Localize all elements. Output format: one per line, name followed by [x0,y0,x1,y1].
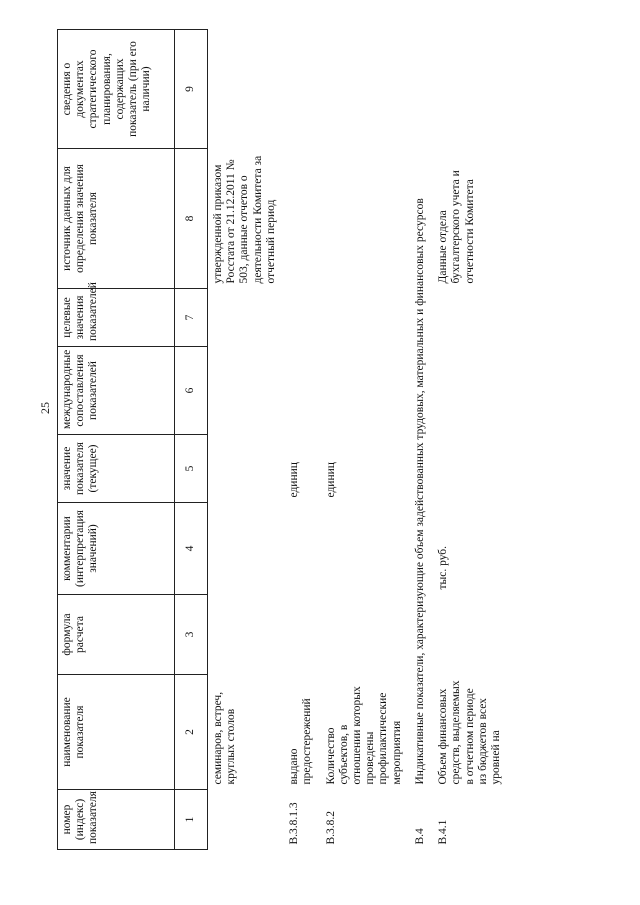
header-row [58,30,175,850]
row-intl [321,347,410,435]
row-formula [321,595,410,675]
column-number: 3 [175,595,208,675]
column-number: 5 [175,435,208,503]
row-target [321,289,410,347]
row-name: Объем финансовых средств, выделяемых в отчетном периоде из бюджетов всех уровней на [437,680,502,785]
row-index: В.3.8.1.3 [288,802,301,845]
column-number-row [175,30,208,850]
row-source: Данные отдела бухгалтерского учета и отчетности Комитета [437,170,476,284]
column-header: международные сопоставления показателей [58,347,175,435]
row-comment [208,503,285,595]
section-row [410,30,433,850]
row-target [433,289,509,347]
row-target [284,289,320,347]
row-name: семинаров, встреч, круглых столов [212,691,238,785]
row-formula [284,595,320,675]
column-number: 1 [175,790,208,850]
row-value [433,435,509,503]
row-intl [208,347,285,435]
row-intl [284,347,320,435]
row-value [208,435,285,503]
table-row [433,30,509,850]
column-header: значение показателя (текущее) [58,435,175,503]
column-number: 8 [175,149,208,289]
row-index: В.3.8.2 [324,810,337,845]
column-header: целевые значения показателей [58,289,175,347]
section-title: Индикативные показатели, характеризующие объем задействованных трудовых, материальных и финансовых ресурсов [413,198,426,785]
column-number: 9 [175,30,208,149]
row-name: выдано предостережений [288,698,314,785]
row-index [208,790,285,850]
column-number: 2 [175,675,208,790]
column-number: 7 [175,289,208,347]
column-header: сведения о документах стратегического планирования, содержащих показатель (при его наличии) [58,30,175,149]
row-formula [433,595,509,675]
row-formula [208,595,285,675]
row-intl [433,347,509,435]
row-value: единиц [288,462,301,498]
indicator-table-container [57,30,637,850]
row-source: утвержденной приказом Росстата от 21.12.2011 № 503, данные отчетов о деятельности Комитета за отчетный период [212,155,277,284]
table-row [284,30,320,850]
row-index: В.4.1 [437,819,450,845]
column-number: 6 [175,347,208,435]
row-comment [284,503,320,595]
column-header: наименование показателя [58,675,175,790]
page-number: 25 [38,402,52,414]
section-index: В.4 [413,828,426,845]
row-docs [284,30,320,149]
column-number: 4 [175,503,208,595]
column-header: источник данных для определения значения показателя [58,149,175,289]
row-docs [321,30,410,149]
table-row [321,30,410,850]
row-name: Количество субъектов, в отношении которых проведены профилактические мероприятия [324,686,403,785]
row-comment: тыс. руб. [437,545,450,590]
row-source [321,149,410,289]
row-target [208,289,285,347]
row-docs [208,30,285,149]
row-source [284,149,320,289]
row-comment [321,503,410,595]
row-docs [433,30,509,149]
column-header: номер (индекс) показателя [58,790,175,850]
column-header: формула расчета [58,595,175,675]
column-header: комментарии (интерпретация значений) [58,503,175,595]
row-value: единиц [324,462,337,498]
indicator-table [57,29,509,850]
table-row [208,30,285,850]
